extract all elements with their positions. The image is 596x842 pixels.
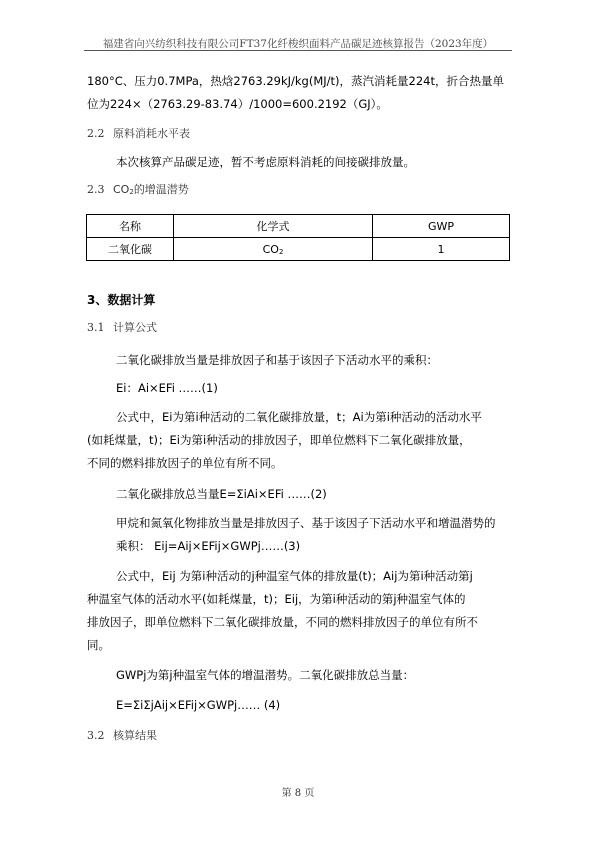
section-2-3-heading — [87, 183, 189, 199]
page-header: 福建省向兴纺织科技有限公司FT37化纤梭织面料产品碳足迹核算报告（2023年度） — [102, 38, 494, 50]
formula-4: E=ΣiΣjAij×EFij×GWPj…… (4) — [116, 698, 281, 712]
table-cell-name: 二氧化碳 — [87, 238, 174, 261]
paragraph-2-line-2: (如耗煤量，t)；Ei为第i种活动的排放因子，即单位燃料下二氧化碳排放量， — [87, 433, 471, 447]
header-divider — [84, 50, 512, 51]
table-row — [87, 238, 510, 261]
section-3-1-heading — [87, 321, 157, 335]
section-3-heading: 3、数据计算 — [87, 293, 156, 307]
table-cell-formula — [174, 238, 373, 261]
section-title-sub: 2 — [129, 188, 134, 196]
paragraph-4-line-2: 种温室气体的活动水平(如耗煤量，t)；Eij，为第i种活动的第j种温室气体的 — [87, 592, 466, 606]
table-header-cell: 化学式 — [174, 215, 373, 238]
gwp-table — [86, 214, 510, 261]
section-title: 计算公式 — [113, 321, 157, 334]
section-number: 2.3 — [87, 183, 105, 196]
section-title: 核算结果 — [113, 729, 157, 742]
paragraph-4-line-1: 公式中，Eij 为第i种活动的j种温室气体的排放量(t)；Aij为第i种活动第j — [116, 569, 473, 583]
paragraph-steam-line-2: 位为224×（2763.29-83.74）/1000=600.2192（GJ）。 — [87, 97, 388, 111]
section-number: 3.2 — [87, 729, 105, 742]
section-3-2-heading — [87, 729, 157, 743]
paragraph-5: GWPj为第j种温室气体的增温潜势。二氧化碳排放总当量： — [116, 668, 415, 682]
paragraph-4-line-3: 排放因子，即单位燃料下二氧化碳排放量，不同的燃料排放因子的单位有所不 — [87, 615, 478, 629]
table-cell-gwp: 1 — [373, 238, 510, 261]
section-number: 3.1 — [87, 321, 105, 334]
paragraph-1: 二氧化碳排放当量是排放因子和基于该因子下活动水平的乘积： — [116, 353, 438, 367]
page-number: 第 8 页 — [281, 788, 315, 799]
formula-1: Ei：Ai×EFi ……(1) — [116, 381, 218, 395]
section-title-post: 的增温潜势 — [133, 183, 189, 196]
section-2-2-text: 本次核算产品碳足迹，暂不考虑原料消耗的间接碳排放量。 — [116, 155, 415, 169]
paragraph-steam-line-1: 180°C、压力0.7MPa，热焓2763.29kJ/kg(MJ/t)，蒸汽消耗量224t，折合热量单 — [87, 74, 504, 88]
paragraph-2-line-3: 不同的燃料排放因子的单位有所不同。 — [87, 456, 283, 470]
formula-sub: 2 — [278, 247, 284, 256]
section-title: 原料消耗水平表 — [113, 127, 190, 140]
table-header-row — [87, 215, 510, 238]
formula-text: CO — [262, 242, 279, 256]
table-header-cell: GWP — [373, 215, 510, 238]
paragraph-3-line-2: 乘积： Eij=Aij×EFij×GWPj……(3) — [116, 539, 301, 553]
paragraph-4-line-4: 同。 — [87, 638, 110, 652]
paragraph-2-line-1: 公式中，Ei为第i种活动的二氧化碳排放量，t；Ai为第i种活动的活动水平 — [116, 410, 482, 424]
section-2-2-heading — [87, 127, 190, 141]
table-header-cell: 名称 — [87, 215, 174, 238]
paragraph-3-line-1: 甲烷和氮氧化物排放当量是排放因子、基于该因子下活动水平和增温潜势的 — [116, 516, 496, 530]
section-title-pre: CO — [113, 183, 130, 196]
formula-2: 二氧化碳排放总当量E=ΣiAi×EFi ……(2) — [116, 487, 327, 501]
section-number: 2.2 — [87, 127, 105, 140]
